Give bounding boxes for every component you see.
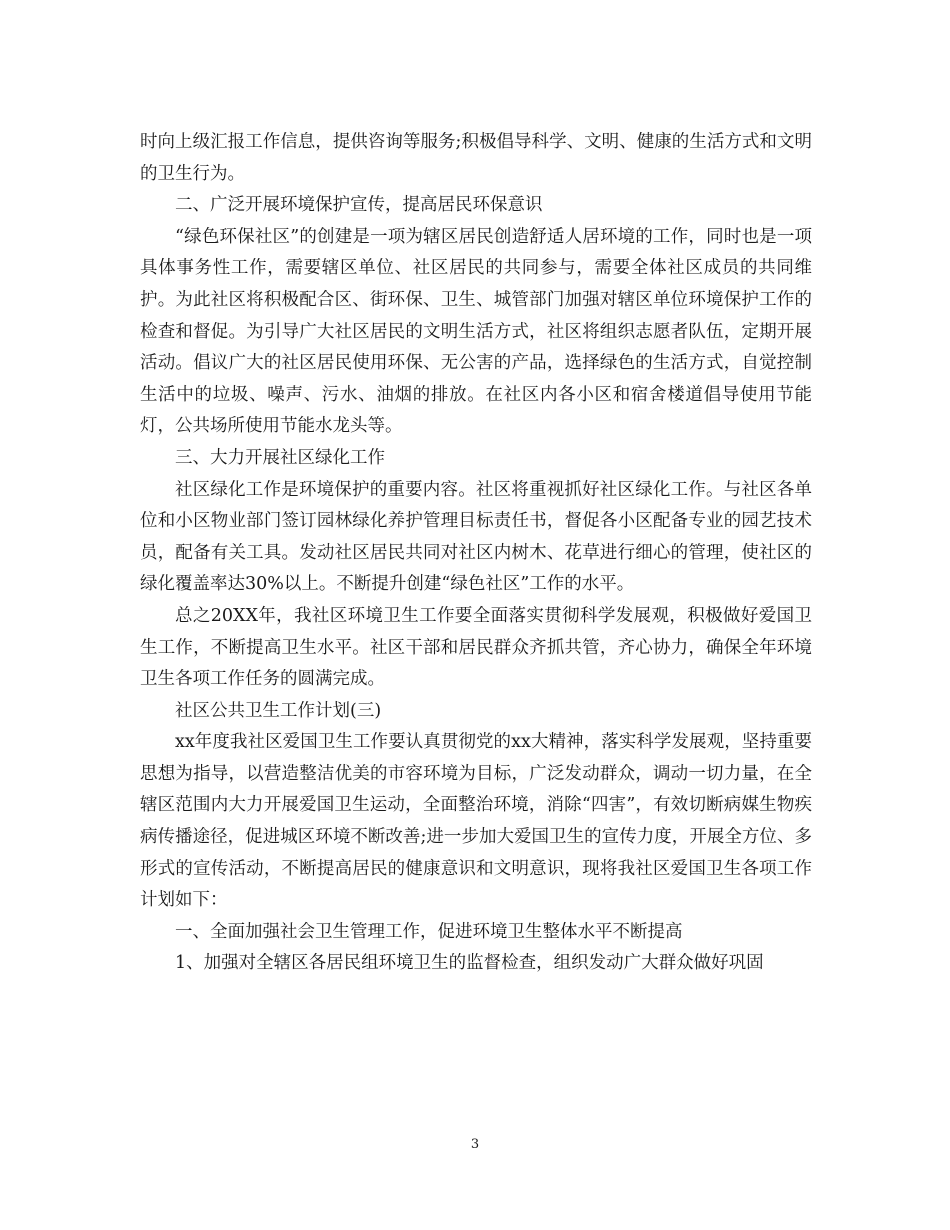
paragraph-plan-intro: xx年度我社区爱国卫生工作要认真贯彻党的xx大精神，落实科学发展观，坚持重要思想为指导，以营造整洁优美的市容环境为目标，广泛发动群众，调动一切力量，在全辖区范围内大力开展爱国卫生运动，全面整治环境，消除“四害”，有效切断病媒生物疾病传播途径，促进城区环境不断改善;进一步加大爱国卫生的宣传力度，开展全方位、多形式的宣传活动，不断提高居民的健康意识和文明意识，现将我社区爱国卫生各项工作计划如下： [140, 732, 812, 911]
paragraph-greening: 社区绿化工作是环境保护的重要内容。社区将重视抓好社区绿化工作。与社区各单位和小区物业部门签订园林绿化养护管理目标责任书，督促各小区配备专业的园艺技术员，配备有关工具。发动社区居民共同对社区内树木、花草进行细心的管理，使社区的绿化覆盖率达30%以上。不断提升创建“绿色社区”工作的水平。 [140, 479, 812, 595]
paragraph-green-community: “绿色环保社区”的创建是一项为辖区居民创造舒适人居环境的工作，同时也是一项具体事务性工作，需要辖区单位、社区居民的共同参与，需要全体社区成员的共同维护。为此社区将积极配合区、街环保、卫生、城管部门加强对辖区单位环境保护工作的检查和督促。为引导广大社区居民的文明生活方式，社区将组织志愿者队伍，定期开展活动。倡议广大的社区居民使用环保、无公害的产品，选择绿色的生活方式，自觉控制生活中的垃圾、噪声、污水、油烟的排放。在社区内各小区和宿舍楼道倡导使用节能灯，公共场所使用节能水龙头等。 [140, 226, 812, 437]
section-heading-1: 一、全面加强社会卫生管理工作，促进环境卫生整体水平不断提高 [175, 921, 683, 942]
plan-title: 社区公共卫生工作计划(三) [175, 700, 382, 721]
list-item-1: 1、加强对全辖区各居民组环境卫生的监督检查，组织发动广大群众做好巩固 [175, 953, 764, 974]
paragraph-continuation: 时向上级汇报工作信息，提供咨询等服务;积极倡导科学、文明、健康的生活方式和文明的卫生行为。 [140, 132, 812, 184]
document-body [140, 127, 812, 980]
page-number: 3 [470, 1137, 480, 1152]
paragraph-summary: 总之20XX年，我社区环境卫生工作要全面落实贯彻科学发展观，积极做好爱国卫生工作，不断提高卫生水平。社区干部和居民群众齐抓共管，齐心协力，确保全年环境卫生各项工作任务的圆满完成。 [140, 605, 812, 690]
section-heading-3: 三、大力开展社区绿化工作 [175, 447, 385, 468]
section-heading-2: 二、广泛开展环境保护宣传，提高居民环保意识 [175, 195, 543, 216]
